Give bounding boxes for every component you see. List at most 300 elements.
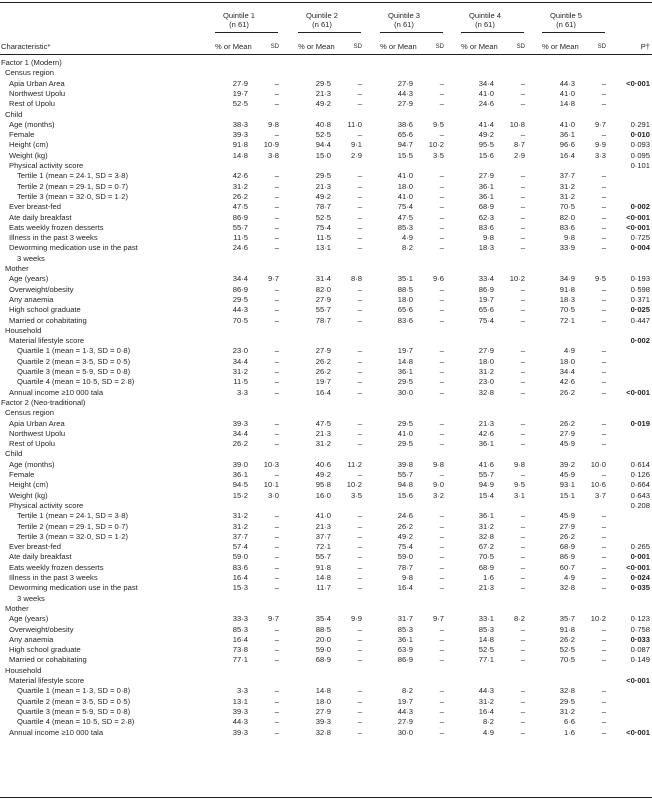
cell-mean-q3: 55·7 <box>397 470 413 479</box>
cell-sd-q5: – <box>601 511 606 521</box>
cell-sd-q2: – <box>357 583 362 593</box>
cell-sd-q4: 8·7 <box>514 140 525 150</box>
row-label: Female <box>9 470 35 479</box>
cell-mean-q1: 27·9 <box>232 78 248 88</box>
cell-mean-q5: 52·5 <box>559 645 575 655</box>
cell-mean-q1: 13·1 <box>232 696 248 706</box>
cell-mean-q1: 91·8 <box>232 140 248 150</box>
cell-sd-q4: – <box>520 88 525 98</box>
cell-sd-q1: – <box>274 212 279 222</box>
row-label: Deworming medication use in the past <box>9 583 138 593</box>
cell-mean-q5: 9·8 <box>564 233 575 243</box>
cell-sd-q2: – <box>357 222 362 232</box>
cell-mean-q4: 52·5 <box>478 645 494 655</box>
row-label: Annual income ≥10 000 tala <box>9 727 104 737</box>
cell-sd-q5: – <box>601 696 606 706</box>
cell-sd-q2: – <box>357 88 362 98</box>
cell-sd-q3: – <box>439 470 444 479</box>
cell-mean-q5: 27·9 <box>559 521 575 531</box>
cell-sd-q2: – <box>357 233 362 243</box>
cell-mean-q2: 49·2 <box>315 99 331 109</box>
cell-sd-q4: – <box>520 418 525 428</box>
cell-sd-q4: – <box>520 212 525 222</box>
cell-mean-q1: 31·2 <box>232 367 248 376</box>
cell-sd-q3: – <box>439 655 444 665</box>
cell-p-value: 0·087 <box>630 645 650 655</box>
cell-sd-q5: – <box>601 706 606 716</box>
cell-sd-q2: 9·1 <box>351 140 362 150</box>
cell-sd-q3: – <box>439 181 444 191</box>
cell-mean-q2: 40·6 <box>315 459 331 469</box>
cell-mean-q3: 19·7 <box>397 696 413 706</box>
cell-sd-q1: – <box>274 531 279 541</box>
cell-mean-q4: 24·6 <box>478 99 494 109</box>
cell-mean-q1: 86·9 <box>232 284 248 294</box>
cell-sd-q4: – <box>520 624 525 634</box>
cell-mean-q2: 16·4 <box>315 387 331 397</box>
cell-mean-q4: 36·1 <box>478 191 494 201</box>
cell-sd-q1: 9·7 <box>268 274 279 284</box>
cell-mean-q1: 57·4 <box>232 542 248 552</box>
cell-mean-q2: 39·3 <box>315 717 331 727</box>
cell-mean-q1: 31·2 <box>232 511 248 521</box>
cell-sd-q3: – <box>439 583 444 593</box>
cell-p-value: 0·033 <box>630 634 650 644</box>
cell-sd-q2: – <box>357 212 362 222</box>
cell-mean-q4: 49·2 <box>478 130 494 140</box>
table-bottom-rule <box>0 797 652 798</box>
cell-mean-q2: 78·7 <box>315 315 331 325</box>
cell-mean-q4: 95·5 <box>478 140 494 150</box>
cell-sd-q2: – <box>357 367 362 376</box>
cell-mean-q4: 18·3 <box>478 243 494 253</box>
row-label: Material lifestyle score <box>9 336 85 346</box>
cell-sd-q3: – <box>439 573 444 582</box>
cell-sd-q4: – <box>520 315 525 325</box>
cell-mean-q1: 73·8 <box>232 645 248 655</box>
cell-sd-q4: – <box>520 470 525 479</box>
cell-mean-q4: 62·3 <box>478 212 494 222</box>
header-pct-mean-3: % or Mean <box>380 42 417 51</box>
cell-mean-q3: 47·5 <box>397 212 413 222</box>
cell-mean-q3: 65·6 <box>397 130 413 140</box>
row-label: Rest of Upolu <box>9 99 56 109</box>
cell-mean-q3: 15·6 <box>397 490 413 500</box>
cell-sd-q2: 8·8 <box>351 274 362 284</box>
cell-mean-q5: 1·6 <box>564 727 575 737</box>
cell-mean-q3: 63·9 <box>397 645 413 655</box>
cell-mean-q3: 39·8 <box>397 459 413 469</box>
cell-mean-q3: 35·1 <box>397 274 413 284</box>
cell-sd-q2: – <box>357 171 362 181</box>
cell-mean-q1: 31·2 <box>232 521 248 531</box>
cell-sd-q5: – <box>601 284 606 294</box>
cell-sd-q5: – <box>601 181 606 191</box>
cell-mean-q1: 24·6 <box>232 243 248 253</box>
cell-mean-q5: 41·0 <box>559 88 575 98</box>
cell-mean-q4: 21·3 <box>478 418 494 428</box>
cell-mean-q2: 21·3 <box>315 181 331 191</box>
cell-mean-q2: 72·1 <box>315 542 331 552</box>
cell-mean-q5: 45·9 <box>559 470 575 479</box>
cell-sd-q3: – <box>439 315 444 325</box>
row-label: Tertile 2 (mean = 29·1, SD = 0·7) <box>17 181 129 191</box>
cell-mean-q3: 49·2 <box>397 531 413 541</box>
cell-sd-q1: – <box>274 130 279 140</box>
cell-sd-q4: – <box>520 222 525 232</box>
cell-sd-q5: 3·3 <box>595 150 606 160</box>
cell-mean-q1: 42·6 <box>232 171 248 181</box>
cell-sd-q3: – <box>439 696 444 706</box>
cell-mean-q5: 36·1 <box>559 130 575 140</box>
cell-mean-q5: 93·1 <box>559 480 575 490</box>
header-n-2: (n 61) <box>312 20 332 29</box>
cell-mean-q2: 78·7 <box>315 202 331 212</box>
header-quintile-3: Quintile 3 <box>387 11 421 20</box>
cell-sd-q1: – <box>274 346 279 356</box>
cell-mean-q5: 39·2 <box>559 459 575 469</box>
cell-sd-q1: – <box>274 191 279 201</box>
cell-sd-q3: – <box>439 99 444 109</box>
cell-mean-q3: 44·3 <box>397 88 413 98</box>
cell-mean-q3: 4·9 <box>402 233 413 243</box>
cell-mean-q1: 39·3 <box>232 706 248 716</box>
cell-sd-q3: – <box>439 645 444 655</box>
cell-sd-q3: – <box>439 346 444 356</box>
cell-sd-q3: – <box>439 521 444 531</box>
cell-p-value: 0·291 <box>630 119 650 129</box>
cell-sd-q3: – <box>439 284 444 294</box>
cell-mean-q2: 26·2 <box>315 356 331 366</box>
cell-sd-q4: 3·1 <box>514 490 525 500</box>
cell-mean-q3: 26·2 <box>397 521 413 531</box>
cell-sd-q5: – <box>601 542 606 552</box>
row-label: Apia Urban Area <box>9 418 65 428</box>
cell-sd-q4: – <box>520 655 525 665</box>
cell-sd-q5: 10·2 <box>590 614 606 624</box>
cell-mean-q5: 34·9 <box>559 274 575 284</box>
cell-sd-q4: – <box>520 511 525 521</box>
cell-mean-q2: 15·0 <box>315 150 331 160</box>
cell-sd-q2: – <box>357 645 362 655</box>
cell-sd-q2: – <box>357 305 362 315</box>
cell-sd-q4: – <box>520 552 525 562</box>
cell-sd-q5: 10·6 <box>590 480 606 490</box>
cell-p-value: 0·598 <box>630 284 650 294</box>
cell-p-value: 0·019 <box>630 418 650 428</box>
cell-mean-q2: 94·4 <box>315 140 331 150</box>
cell-sd-q3: – <box>439 377 444 387</box>
cell-sd-q3: – <box>439 222 444 232</box>
cell-mean-q1: 36·1 <box>232 470 248 479</box>
row-label: Age (years) <box>9 274 49 284</box>
cell-sd-q5: – <box>601 377 606 387</box>
row-label-continued: 3 weeks <box>17 593 45 603</box>
cell-mean-q4: 4·9 <box>483 727 494 737</box>
cell-sd-q2: – <box>357 346 362 356</box>
cell-sd-q5: – <box>601 191 606 201</box>
cell-sd-q3: – <box>439 717 444 727</box>
cell-sd-q3: – <box>439 686 444 696</box>
row-label: Illness in the past 3 weeks <box>9 233 98 243</box>
cell-sd-q2: – <box>357 78 362 88</box>
row-label: Ever breast-fed <box>9 202 61 212</box>
row-label: Quartile 2 (mean = 3·5, SD = 0·5) <box>17 696 131 706</box>
cell-mean-q4: 42·6 <box>478 428 494 438</box>
cell-sd-q1: – <box>274 645 279 655</box>
cell-mean-q5: 18·3 <box>559 294 575 304</box>
cell-mean-q2: 49·2 <box>315 191 331 201</box>
cell-mean-q2: 13·1 <box>315 243 331 253</box>
cell-mean-q1: 3·3 <box>237 387 248 397</box>
row-label: Married or cohabitating <box>9 655 87 665</box>
cell-mean-q2: 11·7 <box>316 583 331 593</box>
cell-sd-q2: – <box>357 634 362 644</box>
cell-mean-q4: 1·6 <box>483 573 494 582</box>
cell-sd-q1: – <box>274 305 279 315</box>
header-sd-5: SD <box>597 44 606 50</box>
row-label: Quartile 1 (mean = 1·3, SD = 0·8) <box>17 346 131 356</box>
header-characteristic: Characteristic* <box>1 42 51 51</box>
cell-sd-q2: – <box>357 686 362 696</box>
cell-sd-q4: – <box>520 583 525 593</box>
cell-sd-q3: 3·5 <box>433 150 444 160</box>
cell-sd-q5: – <box>601 573 606 582</box>
header-underline-1 <box>215 32 278 33</box>
cell-sd-q3: – <box>439 130 444 140</box>
row-label: Quartile 4 (mean = 10·5, SD = 2·8) <box>17 717 135 727</box>
section-heading: Mother <box>5 264 29 273</box>
cell-sd-q4: – <box>520 387 525 397</box>
cell-sd-q5: – <box>601 130 606 140</box>
cell-p-value: 0·123 <box>630 614 650 624</box>
cell-sd-q5: – <box>601 233 606 243</box>
cell-mean-q5: 27·9 <box>559 428 575 438</box>
cell-sd-q2: – <box>357 181 362 191</box>
cell-p-value: 0·265 <box>630 542 650 552</box>
row-label: High school graduate <box>9 305 81 315</box>
cell-mean-q4: 85·3 <box>478 624 494 634</box>
cell-sd-q1: 3·0 <box>268 490 279 500</box>
cell-mean-q5: 31·2 <box>559 181 575 191</box>
cell-mean-q3: 9·8 <box>402 573 413 582</box>
cell-sd-q4: – <box>520 202 525 212</box>
cell-sd-q4: – <box>520 284 525 294</box>
header-pct-mean-5: % or Mean <box>542 42 579 51</box>
cell-p-value: 0·664 <box>630 480 650 490</box>
cell-mean-q3: 83·6 <box>397 315 413 325</box>
row-label: Tertile 3 (mean = 32·0, SD = 1·2) <box>17 531 129 541</box>
cell-mean-q5: 32·8 <box>559 686 575 696</box>
header-underline-3 <box>380 32 443 33</box>
cell-sd-q1: 10·9 <box>263 140 279 150</box>
cell-mean-q5: 33·9 <box>559 243 575 253</box>
cell-sd-q3: – <box>439 511 444 521</box>
row-label: Quartile 3 (mean = 5·9, SD = 0·8) <box>17 367 131 376</box>
cell-mean-q5: 6·6 <box>564 717 575 727</box>
cell-sd-q3: – <box>439 191 444 201</box>
cell-mean-q2: 52·5 <box>315 212 331 222</box>
cell-mean-q3: 86·9 <box>397 655 413 665</box>
cell-sd-q5: – <box>601 531 606 541</box>
cell-sd-q3: – <box>439 439 444 449</box>
cell-sd-q5: – <box>601 294 606 304</box>
cell-sd-q4: – <box>520 562 525 572</box>
cell-sd-q5: – <box>601 634 606 644</box>
cell-sd-q3: – <box>439 233 444 243</box>
cell-sd-q5: – <box>601 624 606 634</box>
cell-sd-q4: 2·9 <box>514 150 525 160</box>
cell-mean-q1: 34·4 <box>232 356 248 366</box>
cell-mean-q4: 15·6 <box>478 150 494 160</box>
header-quintile-2: Quintile 2 <box>305 11 339 20</box>
header-sd-2: SD <box>353 44 362 50</box>
cell-sd-q4: – <box>520 191 525 201</box>
cell-p-value: 0·193 <box>630 274 650 284</box>
row-label: Any anaemia <box>9 634 54 644</box>
cell-sd-q3: – <box>439 171 444 181</box>
cell-sd-q1: – <box>274 583 279 593</box>
cell-sd-q1: – <box>274 99 279 109</box>
cell-sd-q4: – <box>520 634 525 644</box>
cell-p-value: <0·001 <box>626 676 650 685</box>
cell-p-value: 0·447 <box>630 315 650 325</box>
cell-mean-q4: 36·1 <box>478 511 494 521</box>
cell-sd-q3: 10·2 <box>428 140 444 150</box>
cell-mean-q5: 72·1 <box>559 315 575 325</box>
cell-sd-q4: – <box>520 706 525 716</box>
cell-sd-q1: – <box>274 552 279 562</box>
cell-mean-q2: 26·2 <box>315 367 331 376</box>
cell-sd-q2: – <box>357 130 362 140</box>
cell-sd-q5: – <box>601 202 606 212</box>
cell-sd-q2: 2·9 <box>351 150 362 160</box>
cell-mean-q1: 86·9 <box>232 212 248 222</box>
cell-sd-q1: – <box>274 521 279 531</box>
cell-sd-q2: – <box>357 727 362 737</box>
cell-sd-q4: – <box>520 573 525 582</box>
cell-mean-q5: 14·8 <box>559 99 575 109</box>
cell-sd-q1: 10·1 <box>263 480 279 490</box>
cell-mean-q4: 36·1 <box>478 439 494 449</box>
cell-mean-q1: 59·0 <box>232 552 248 562</box>
cell-sd-q4: – <box>520 243 525 253</box>
cell-sd-q1: 9·7 <box>268 614 279 624</box>
cell-sd-q1: – <box>274 428 279 438</box>
cell-sd-q5: – <box>601 356 606 366</box>
cell-mean-q2: 31·4 <box>315 274 331 284</box>
cell-sd-q1: – <box>274 717 279 727</box>
cell-mean-q1: 34·4 <box>232 428 248 438</box>
cell-mean-q4: 33·4 <box>478 274 494 284</box>
cell-sd-q3: – <box>439 305 444 315</box>
cell-sd-q3: – <box>439 243 444 253</box>
cell-mean-q3: 16·4 <box>397 583 413 593</box>
cell-p-value: 0·614 <box>630 459 650 469</box>
cell-mean-q1: 11·5 <box>233 377 248 387</box>
cell-mean-q5: 18·0 <box>559 356 575 366</box>
cell-sd-q5: 9·5 <box>595 274 606 284</box>
row-label: Eats weekly frozen desserts <box>9 222 104 232</box>
cell-sd-q1: – <box>274 233 279 243</box>
cell-mean-q5: 4·9 <box>564 346 575 356</box>
cell-mean-q2: 19·7 <box>315 377 331 387</box>
cell-mean-q4: 21·3 <box>478 583 494 593</box>
cell-p-value: 0·758 <box>630 624 650 634</box>
cell-sd-q1: – <box>274 78 279 88</box>
cell-mean-q5: 70·5 <box>559 305 575 315</box>
cell-mean-q2: 55·7 <box>315 552 331 562</box>
row-label: Weight (kg) <box>9 150 48 160</box>
cell-mean-q5: 70·5 <box>559 655 575 665</box>
header-n-3: (n 61) <box>394 20 414 29</box>
cell-mean-q4: 15·4 <box>478 490 494 500</box>
row-label: Eats weekly frozen desserts <box>9 562 104 572</box>
cell-sd-q5: – <box>601 387 606 397</box>
cell-sd-q1: – <box>274 573 279 582</box>
cell-sd-q2: – <box>357 521 362 531</box>
cell-mean-q2: 75·4 <box>315 222 331 232</box>
cell-sd-q3: 3·2 <box>433 490 444 500</box>
section-heading: Household <box>5 665 42 675</box>
cell-sd-q5: – <box>601 655 606 665</box>
cell-mean-q3: 75·4 <box>397 542 413 552</box>
cell-mean-q4: 16·4 <box>478 706 494 716</box>
cell-mean-q4: 77·1 <box>478 655 494 665</box>
factor-heading: Factor 1 (Modern) <box>1 58 62 67</box>
cell-mean-q4: 19·7 <box>478 294 494 304</box>
header-pct-mean-4: % or Mean <box>461 42 498 51</box>
cell-sd-q2: – <box>357 99 362 109</box>
cell-mean-q4: 31·2 <box>478 696 494 706</box>
cell-mean-q4: 27·9 <box>478 346 494 356</box>
cell-mean-q5: 96·6 <box>559 140 575 150</box>
cell-sd-q2: 10·2 <box>346 480 362 490</box>
cell-mean-q4: 36·1 <box>478 181 494 191</box>
header-n-5: (n 61) <box>556 20 576 29</box>
cell-mean-q3: 78·7 <box>397 562 413 572</box>
section-heading: Census region <box>5 68 54 78</box>
cell-sd-q2: – <box>357 531 362 541</box>
cell-mean-q1: 26·2 <box>232 191 248 201</box>
cell-mean-q5: 91·8 <box>559 284 575 294</box>
row-label: Northwest Upolu <box>9 428 66 438</box>
cell-sd-q1: – <box>274 294 279 304</box>
cell-mean-q5: 26·2 <box>559 387 575 397</box>
cell-mean-q1: 23·0 <box>232 346 248 356</box>
cell-mean-q3: 29·5 <box>397 377 413 387</box>
cell-sd-q3: – <box>439 624 444 634</box>
cell-mean-q4: 31·2 <box>478 367 494 376</box>
row-label: Weight (kg) <box>9 490 48 500</box>
cell-sd-q1: – <box>274 542 279 552</box>
cell-mean-q2: 11·5 <box>316 233 331 243</box>
header-sd-1: SD <box>270 44 279 50</box>
cell-sd-q3: – <box>439 418 444 428</box>
cell-mean-q1: 14·8 <box>232 150 248 160</box>
cell-sd-q3: – <box>439 202 444 212</box>
cell-p-value: 0·025 <box>630 305 650 315</box>
cell-mean-q3: 65·6 <box>397 305 413 315</box>
cell-p-value: 0·001 <box>630 552 650 562</box>
cell-p-value: 0·149 <box>630 655 650 665</box>
row-label: Quartile 1 (mean = 1·3, SD = 0·8) <box>17 686 131 696</box>
cell-sd-q1: – <box>274 706 279 716</box>
cell-mean-q2: 68·9 <box>315 655 331 665</box>
cell-sd-q5: – <box>601 243 606 253</box>
section-heading: Mother <box>5 603 29 613</box>
cell-mean-q4: 75·4 <box>478 315 494 325</box>
